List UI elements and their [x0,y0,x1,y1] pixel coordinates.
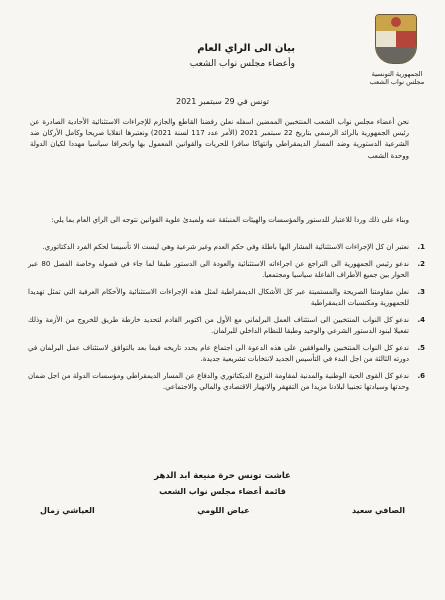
statement-date: تونس في 29 سبتمبر 2021 [176,97,269,106]
list-item [28,371,425,393]
closing-block [0,470,445,498]
item-number: 5. [417,344,425,352]
item-text: ندعو كل النواب المنتخبين الى استئناف العمل البرلماني مع الأول من اكتوبر القادم لتحديد خارطة طريق للخروج من الأزمة وذلك تفعيلا لبنود الدستور الشرعي والوحيد وطبقا للنظام الداخلي للبرلمان. [28,316,409,335]
tunisia-emblem-icon [375,14,417,64]
item-number: 3. [417,288,425,296]
item-text: ندعو كل النواب المنتخبين والموافقين على هذه الدعوة الى اجتماع عام يحدد تاريخه فيما بعد بالتوافق لاستئناف عمل البرلمان في دورته الثالثة من اجل البدء في التأسيس الجديد لانتخابات تشريعية جديدة. [28,344,409,363]
intro-paragraph: نحن أعضاء مجلس نواب الشعب المنتخبين الممضين اسفله نعلن رفضنا القاطع والجازم للإجراءات الاستثنائية الأحادية الصادرة عن رئيس الجمهورية بالرائد الرسمي بتاريخ 22 سبتمبر 2021 (الأمر عدد 117 لسنة 2021) ونعتبرها انقلابا صريحا وكامل الأركان ضد الشرعية الدستورية وضد المسار الديمقراطي وانتهاكا سافرا للحريات والقوانين المعمول بها وانحرافا سياسيا مهددا لكيان الدولة ووحدة الشعب [30,118,409,160]
statement-subtitle: وأعضاء مجلس نواب الشعب [189,59,295,69]
org-name [361,70,433,86]
item-number: 2. [417,260,425,268]
closing-slogan: عاشت تونس حرة منيعة ابد الدهر [154,471,291,481]
item-number: 4. [417,316,425,324]
item-number: 6. [417,372,425,380]
signer-name: عياض اللومي [197,506,250,515]
item-text: ندعو رئيس الجمهورية الى التراجع عن اجراءاته الاستثنائية والعودة الى الدستور طبقا لما جاء في فصوله وخاصة الفصل 80 عبر الحوار بين جميع الأطراف الفاعلة سياسيا ومجتمعيا. [28,260,409,279]
org-line-1: الجمهورية التونسية [371,70,423,78]
item-number: 1. [417,243,425,251]
item-text: ندعو كل القوى الحية الوطنية والمدنية لمقاومة النزوع الديكتاتوري والدفاع عن المسار الديمقراطي ومؤسسات الدولة من اجل ضمان وحدتها وسيادتها تجنيبا لبلادنا مزيدا من التقهقر والانهيار الاقتصادي والمالي والاجتماعي. [28,372,409,391]
org-line-2: مجلس نواب الشعب [369,78,425,86]
signer-name: الصافي سعيد [351,506,405,515]
list-item [28,343,425,365]
list-item [28,287,425,309]
list-item [28,259,425,281]
statement-title: بيان الى الراي العام [197,43,295,54]
list-item [28,242,425,253]
demands-list [28,242,425,399]
list-item [28,315,425,337]
item-text: نعتبر ان كل الإجراءات الاستثنائية المشار اليها باطلة وفي حكم العدم وغير شرعية وهي ليست الا تأسيسا لحكم الفرد الدكتاتوري. [42,243,409,251]
signers-title: قائمة أعضاء مجلس نواب الشعب [159,487,286,496]
signers-row [40,506,405,515]
item-text: نعلن مقاومتنا الصريحة والمستميتة عبر كل الأشكال الديمقراطية لمثل هذه الإجراءات الاستثنائية والأحكام العرفية التي تمثل تهديدا للجمهورية ومكتسبات الديمقراطية [28,288,409,307]
lead-paragraph: وبناء على ذلك وردا للاعتبار للدستور والمؤسسات والهيئات المنبثقة عنه ولمبدئ علوية القوانين نتوجه الى الراي العام بما يلي: [51,216,409,224]
signer-name: العياشي زمال [40,506,95,515]
